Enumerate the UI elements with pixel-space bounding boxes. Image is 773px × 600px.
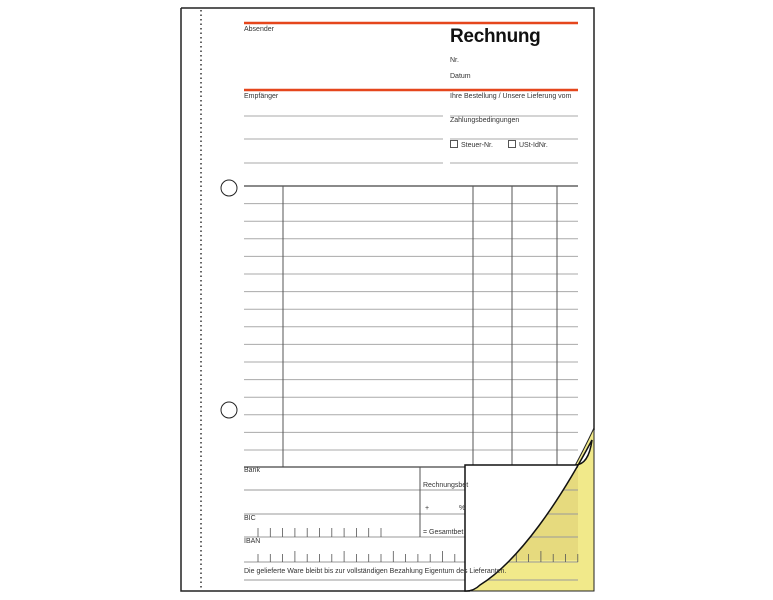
footer-note: Die gelieferte Ware bleibt bis zur vollständigen Bezahlung Eigentum des Lieferanten. [244, 568, 507, 575]
document-title: Rechnung [450, 26, 541, 47]
sender-label: Absender [244, 26, 274, 33]
punch-hole [221, 180, 237, 196]
number-label: Nr. [450, 57, 459, 64]
total-label: = Gesamtbet [423, 529, 464, 536]
percent-label: % [459, 505, 466, 512]
payment-terms-label: Zahlungsbedingungen [450, 117, 520, 124]
vat-id-option[interactable]: USt-IdNr. [508, 140, 548, 149]
date-label: Datum [450, 73, 471, 80]
iban-label: IBAN [244, 538, 261, 545]
tax-number-option[interactable]: Steuer-Nr. [450, 140, 493, 149]
plus-label: + [425, 505, 430, 512]
checkbox[interactable] [450, 140, 458, 148]
checkbox[interactable] [508, 140, 516, 148]
punch-hole [221, 402, 237, 418]
order-label: Ihre Bestellung / Unsere Lieferung vom [450, 93, 572, 100]
invoice-amount-label: Rechnungsbet [423, 482, 469, 489]
recipient-label: Empfänger [244, 93, 279, 100]
bic-label: BIC [244, 515, 256, 522]
bank-label: Bank [244, 467, 260, 474]
